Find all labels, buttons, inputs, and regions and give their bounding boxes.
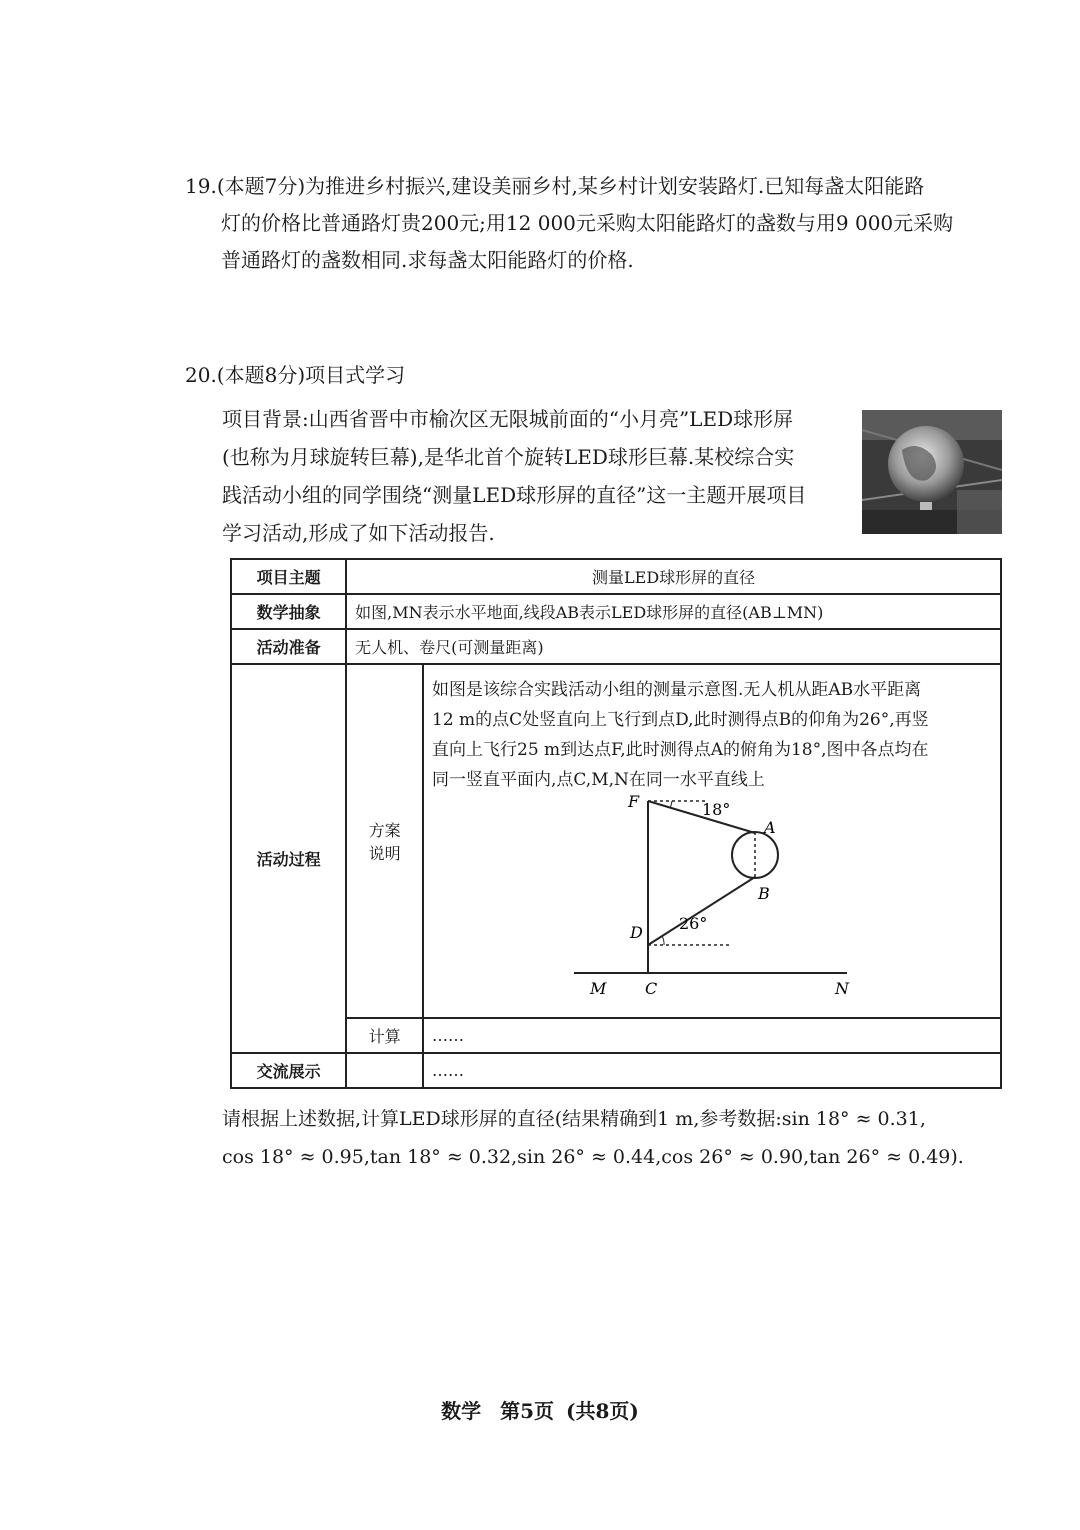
row-share [231, 1053, 1001, 1088]
row-process-plan [231, 664, 1001, 1018]
plan-line-3: 直向上飞行25 m到达点F,此时测得点A的俯角为18°,图中各点均在 [432, 740, 929, 760]
value-topic: 测量LED球形屏的直径 [346, 559, 1001, 594]
q20-background [222, 400, 862, 552]
q20-ask [222, 1100, 1012, 1176]
angle-arc-26 [662, 936, 664, 945]
row-topic [231, 559, 1001, 594]
label-a: A [764, 818, 776, 837]
bg-line-3: 践活动小组的同学围绕“测量LED球形屏的直径”这一主题开展项目 [222, 483, 807, 507]
angle-bottom-label: 26° [679, 914, 708, 933]
footer-total: (共8页) [566, 1399, 639, 1423]
measurement-diagram [432, 795, 992, 1013]
label-b: B [758, 884, 770, 903]
label-d: D [630, 923, 643, 942]
label-topic: 项目主题 [231, 559, 346, 594]
plan-line-1: 如图是该综合实践活动小组的测量示意图.无人机从距AB水平距离 [432, 680, 922, 700]
led-sphere-photo [862, 410, 1002, 534]
sub-share-empty [346, 1053, 423, 1088]
plan-line-2: 12 m的点C处竖直向上飞行到点D,此时测得点B的仰角为26°,再竖 [432, 710, 929, 730]
footer-subject: 数学 [441, 1399, 482, 1423]
q19-number: 19. [185, 174, 217, 198]
question-19 [185, 168, 1015, 279]
activity-report-table [230, 558, 1002, 1089]
label-c: C [645, 979, 658, 998]
sub-calc: 计算 [346, 1018, 423, 1053]
line-db [648, 877, 755, 945]
row-process-calc [231, 1018, 1001, 1053]
plan-text [432, 665, 992, 795]
ask-line-1: 请根据上述数据,计算LED球形屏的直径(结果精确到1 m,参考数据:sin 18° ≈ 0.31, [222, 1108, 926, 1130]
sub-plan-line-2: 说明 [368, 844, 401, 863]
plan-line-4: 同一竖直平面内,点C,M,N在同一水平直线上 [432, 770, 765, 790]
label-abstract: 数学抽象 [231, 594, 346, 629]
row-prep [231, 629, 1001, 664]
led-sphere-photo-graphic [862, 410, 1002, 534]
value-share: …… [423, 1053, 1001, 1088]
label-prep: 活动准备 [231, 629, 346, 664]
value-prep: 无人机、卷尺(可测量距离) [346, 629, 1001, 664]
label-process: 活动过程 [231, 664, 346, 1053]
q19-line-2: 灯的价格比普通路灯贵200元;用12 000元采购太阳能路灯的盏数与用9 000元采购 [221, 211, 954, 235]
label-share: 交流展示 [231, 1053, 346, 1088]
sub-plan [346, 664, 423, 1018]
ask-line-2: cos 18° ≈ 0.95,tan 18° ≈ 0.32,sin 26° ≈ 0.44,cos 26° ≈ 0.90,tan 26° ≈ 0.49). [222, 1146, 964, 1168]
plan-cell [423, 664, 1001, 1018]
value-calc: …… [423, 1018, 1001, 1053]
sub-plan-line-1: 方案 [368, 821, 401, 840]
bg-line-1: 项目背景:山西省晋中市榆次区无限城前面的“小月亮”LED球形屏 [222, 407, 794, 431]
label-f: F [628, 795, 640, 811]
value-abstract: 如图,MN表示水平地面,线段AB表示LED球形屏的直径(AB⊥MN) [346, 594, 1001, 629]
label-m: M [590, 979, 607, 998]
label-n: N [835, 979, 849, 998]
q19-line-3: 普通路灯的盏数相同.求每盏太阳能路灯的价格. [221, 248, 634, 272]
q19-text-1: (本题7分)为推进乡村振兴,建设美丽乡村,某乡村计划安装路灯.已知每盏太阳能路 [216, 174, 925, 198]
angle-top-label: 18° [702, 800, 731, 819]
q20-header: 20.(本题8分)项目式学习 [185, 363, 406, 387]
bg-line-2: (也称为月球旋转巨幕),是华北首个旋转LED球形巨幕.某校综合实 [222, 445, 795, 469]
footer-page: 第5页 [500, 1399, 555, 1423]
bg-line-4: 学习活动,形成了如下活动报告. [222, 521, 495, 545]
page-footer [0, 1395, 1080, 1424]
q19-line-1 [185, 168, 1015, 205]
row-abstract [231, 594, 1001, 629]
